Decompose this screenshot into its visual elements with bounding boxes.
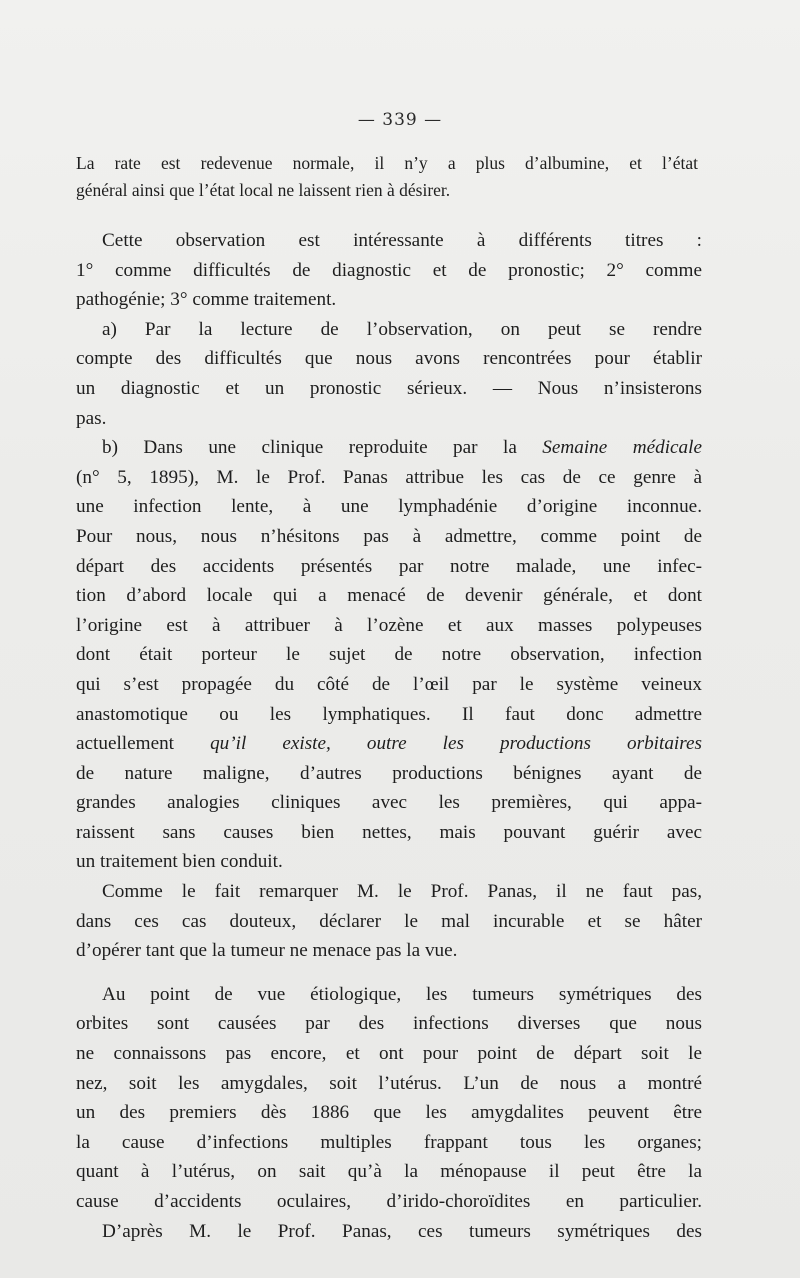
text-line: départ des accidents présentés par notre malade, une infec- xyxy=(76,555,702,577)
page-number: — 339 — xyxy=(357,110,443,130)
text-line: Pour nous, nous n’hésitons pas à admettre, comme point de xyxy=(76,525,702,547)
text-line: cause d’accidents oculaires, d’irido-choroïdites en particulier. xyxy=(76,1191,702,1212)
text-line: un traitement bien conduit. xyxy=(76,851,283,873)
text-line: nez, soit les amygdales, soit l’utérus. L’un de nous a montré xyxy=(76,1072,702,1094)
body-text xyxy=(76,226,702,1246)
paragraph-panas xyxy=(76,877,702,966)
paragraph-apres xyxy=(76,1217,702,1247)
emphasized-text: qu’il existe, outre les productions orbitaires xyxy=(210,733,702,755)
paragraph-gap xyxy=(76,966,702,980)
paragraph-etiology xyxy=(76,980,702,1217)
text-line: 1° comme difficultés de diagnostic et de pronostic; 2° comme xyxy=(76,259,702,281)
text-line: dans ces cas douteux, déclarer le mal incurable et se hâter xyxy=(76,910,702,932)
text-line: d’opérer tant que la tumeur ne menace pas la vue. xyxy=(76,940,458,962)
text-line: dont était porteur le sujet de notre observation, infection xyxy=(76,644,702,666)
text-line: a) Par la lecture de l’observation, on peut se rendre xyxy=(102,318,702,340)
text-line: un diagnostic et un pronostic sérieux. — Nous n’insisterons xyxy=(76,377,702,399)
text-line: pas. xyxy=(76,407,107,429)
text-line: pathogénie; 3° comme traitement. xyxy=(76,289,337,311)
text-line: anastomotique ou les lymphatiques. Il faut donc admettre xyxy=(76,703,702,725)
intro-paragraph xyxy=(76,150,698,204)
text-line: un des premiers dès 1886 que les amygdalites peuvent être xyxy=(76,1102,702,1124)
journal-title: Semaine médicale xyxy=(542,437,702,459)
text-line: la cause d’infections multiples frappant tous les organes; xyxy=(76,1131,702,1153)
text-line: de nature maligne, d’autres productions bénignes ayant de xyxy=(76,762,702,784)
text-line: une infection lente, à une lymphadénie d’origine inconnue. xyxy=(76,496,702,518)
paragraph-observation xyxy=(76,226,702,315)
text-line: Comme le fait remarquer M. le Prof. Panas, il ne faut pas, xyxy=(102,881,702,903)
text-line: compte des difficultés que nous avons rencontrées pour établir xyxy=(76,348,702,370)
text-run: actuellement xyxy=(76,733,211,755)
text-line: Cette observation est intéressante à différents titres : xyxy=(102,230,702,251)
paragraph-b xyxy=(76,433,702,877)
text-line: (n° 5, 1895), M. le Prof. Panas attribue les cas de ce genre à xyxy=(76,466,702,488)
text-line: l’origine est à attribuer à l’ozène et aux masses polypeuses xyxy=(76,614,702,636)
text-line xyxy=(76,433,702,463)
text-line: général ainsi que l’état local ne laissent rien à désirer. xyxy=(76,180,451,200)
text-line: qui s’est propagée du côté de l’œil par le système veineux xyxy=(76,673,702,695)
text-line: orbites sont causées par des infections diverses que nous xyxy=(76,1013,702,1035)
text-line: Au point de vue étiologique, les tumeurs symétriques des xyxy=(102,983,702,1005)
text-line: tion d’abord locale qui a menacé de devenir générale, et dont xyxy=(76,585,702,607)
text-line: grandes analogies cliniques avec les premières, qui appa- xyxy=(76,792,702,814)
text-line xyxy=(76,729,702,759)
paragraph-a xyxy=(76,315,702,433)
text-run: b) Dans une clinique reproduite par la xyxy=(102,437,543,459)
text-line: ne connaissons pas encore, et ont pour point de départ soit le xyxy=(76,1043,702,1065)
text-line: La rate est redevenue normale, il n’y a plus d’albumine, et l’état xyxy=(76,153,698,173)
text-line: D’après M. le Prof. Panas, ces tumeurs symétriques des xyxy=(102,1220,702,1242)
text-line: raissent sans causes bien nettes, mais pouvant guérir avec xyxy=(76,821,702,843)
text-line: quant à l’utérus, on sait qu’à la ménopause il peut être la xyxy=(76,1161,702,1183)
